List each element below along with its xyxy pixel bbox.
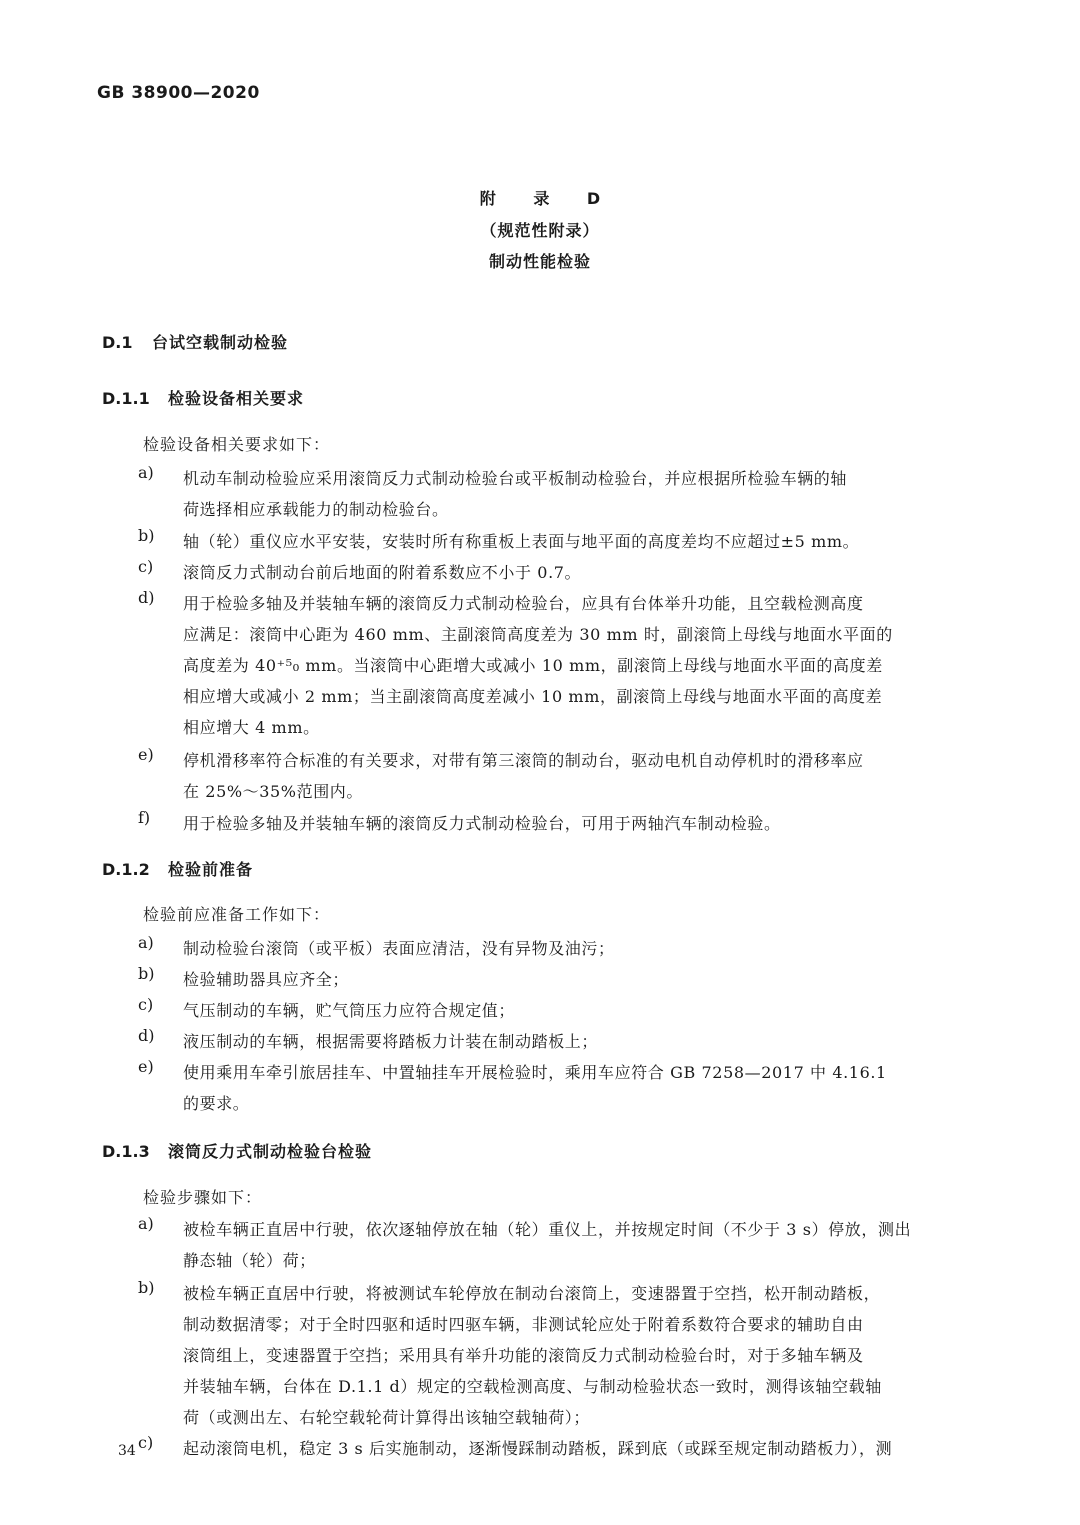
section-lead: 检验设备相关要求如下： bbox=[143, 435, 331, 454]
list-marker: d) bbox=[138, 1026, 155, 1045]
text-line: 液压制动的车辆，根据需要将踏板力计装在制动踏板上； bbox=[183, 1032, 599, 1051]
text-line: 应满足：滚筒中心距为 460 mm、主副滚筒高度差为 30 mm 时，副滚筒上母线与地面水平面的 bbox=[183, 625, 893, 644]
section-lead: 检验步骤如下： bbox=[143, 1188, 263, 1207]
text-line: 相应增大或减小 2 mm；当主副滚筒高度差减小 10 mm，副滚筒上母线与地面水平面的高度差 bbox=[183, 687, 883, 706]
text-line: 检验辅助器具应齐全； bbox=[183, 970, 350, 989]
text-line: 起动滚筒电机，稳定 3 s 后实施制动，逐渐慢踩制动踏板，踩到底（或踩至规定制动踏板力），测 bbox=[183, 1439, 893, 1458]
text-line: 相应增大 4 mm。 bbox=[183, 718, 320, 737]
text-line: 在 25%～35%范围内。 bbox=[183, 782, 364, 801]
list-marker: d) bbox=[138, 588, 155, 607]
text-line: 的要求。 bbox=[183, 1094, 250, 1113]
appendix-normative: （规范性附录） bbox=[480, 221, 600, 240]
appendix-label: 附 录 D bbox=[479, 189, 617, 208]
list-marker: a) bbox=[138, 463, 154, 482]
text-line: 使用乘用车牵引旅居挂车、中置轴挂车开展检验时，乘用车应符合 GB 7258—2017 中 4.16.1 bbox=[183, 1063, 887, 1082]
list-marker: c) bbox=[138, 557, 154, 576]
section-number: D.1.1 bbox=[102, 389, 150, 408]
list-text bbox=[183, 933, 1013, 964]
text-line: 气压制动的车辆，贮气筒压力应符合规定值； bbox=[183, 1001, 516, 1020]
list-text bbox=[183, 964, 1013, 995]
text-line: 轴（轮）重仪应水平安装，安装时所有称重板上表面与地平面的高度差均不应超过±5 mm。 bbox=[183, 532, 860, 551]
list-marker: a) bbox=[138, 1214, 154, 1233]
text-line: 高度差为 40⁺⁵₀ mm。当滚筒中心距增大或减小 10 mm，副滚筒上母线与地面水平面的高度差 bbox=[183, 656, 883, 675]
section-title: 检验前准备 bbox=[168, 860, 254, 879]
text-line: 并装轴车辆，台体在 D.1.1 d）规定的空载检测高度、与制动检验状态一致时，测得该轴空载轴 bbox=[183, 1377, 882, 1396]
list-marker: a) bbox=[138, 933, 154, 952]
list-marker: c) bbox=[138, 1433, 154, 1452]
standard-number: GB 38900—2020 bbox=[97, 83, 260, 103]
text-line: 荷选择相应承载能力的制动检验台。 bbox=[183, 500, 449, 519]
text-line: 滚筒反力式制动台前后地面的附着系数应不小于 0.7。 bbox=[183, 563, 582, 582]
section-number: D.1 bbox=[102, 333, 133, 352]
page-number: 34 bbox=[118, 1443, 136, 1459]
text-line: 机动车制动检验应采用滚筒反力式制动检验台或平板制动检验台，并应根据所检验车辆的轴 bbox=[183, 469, 848, 488]
list-text bbox=[183, 1278, 1013, 1433]
list-text bbox=[183, 463, 1013, 525]
section-d12-heading bbox=[102, 857, 253, 880]
text-line: 荷（或测出左、右轮空载轮荷计算得出该轴空载轴荷）； bbox=[183, 1408, 591, 1427]
section-d11-heading bbox=[102, 386, 304, 409]
text-line: 用于检验多轴及并装轴车辆的滚筒反力式制动检验台，可用于两轴汽车制动检验。 bbox=[183, 814, 781, 833]
list-marker: f) bbox=[138, 808, 151, 827]
section-title: 台试空载制动检验 bbox=[152, 333, 289, 352]
text-line: 被检车辆正直居中行驶，将被测试车轮停放在制动台滚筒上，变速器置于空挡，松开制动踏板， bbox=[183, 1284, 881, 1303]
section-d13-heading bbox=[102, 1139, 372, 1162]
section-d1-heading bbox=[102, 330, 288, 353]
section-title: 检验设备相关要求 bbox=[168, 389, 305, 408]
list-text bbox=[183, 588, 1013, 743]
section-title: 滚筒反力式制动检验台检验 bbox=[168, 1142, 373, 1161]
list-text bbox=[183, 1214, 1013, 1276]
text-line: 用于检验多轴及并装轴车辆的滚筒反力式制动检验台，应具有台体举升功能，且空载检测高度 bbox=[183, 594, 864, 613]
list-text bbox=[183, 1433, 1013, 1464]
list-marker: e) bbox=[138, 745, 154, 764]
text-line: 制动检验台滚筒（或平板）表面应清洁，没有异物及油污； bbox=[183, 939, 615, 958]
text-line: 静态轴（轮）荷； bbox=[183, 1251, 316, 1270]
text-line: 被检车辆正直居中行驶，依次逐轴停放在轴（轮）重仪上，并按规定时间（不少于 3 s）停放，测出 bbox=[183, 1220, 912, 1239]
list-text bbox=[183, 745, 1013, 807]
list-marker: e) bbox=[138, 1057, 154, 1076]
text-line: 滚筒组上，变速器置于空挡；采用具有举升功能的滚筒反力式制动检验台时，对于多轴车辆及 bbox=[183, 1346, 864, 1365]
appendix-title: 制动性能检验 bbox=[488, 252, 591, 271]
list-text bbox=[183, 808, 1013, 839]
text-line: 制动数据清零；对于全时四驱和适时四驱车辆，非测试轮应处于附着系数符合要求的辅助自由 bbox=[183, 1315, 864, 1334]
list-text bbox=[183, 1057, 1013, 1119]
list-text bbox=[183, 526, 1013, 557]
list-marker: b) bbox=[138, 1278, 155, 1297]
list-marker: b) bbox=[138, 526, 155, 545]
list-text bbox=[183, 557, 1013, 588]
section-number: D.1.2 bbox=[102, 860, 150, 879]
list-text bbox=[183, 995, 1013, 1026]
text-line: 停机滑移率符合标准的有关要求，对带有第三滚筒的制动台，驱动电机自动停机时的滑移率应 bbox=[183, 751, 864, 770]
list-text bbox=[183, 1026, 1013, 1057]
list-marker: b) bbox=[138, 964, 155, 983]
section-lead: 检验前应准备工作如下： bbox=[143, 905, 331, 924]
section-number: D.1.3 bbox=[102, 1142, 150, 1161]
list-marker: c) bbox=[138, 995, 154, 1014]
